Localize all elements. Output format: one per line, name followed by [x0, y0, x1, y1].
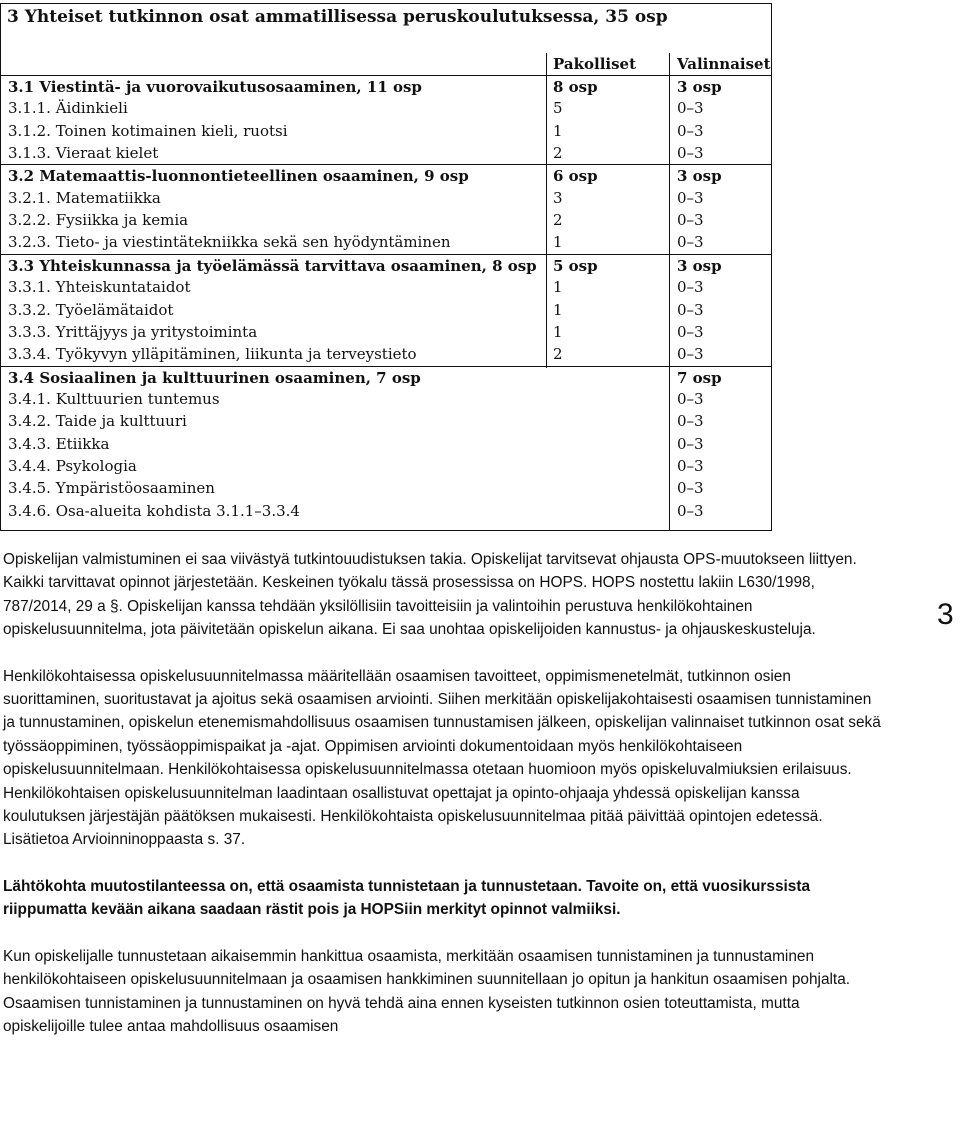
- column-divider: [546, 53, 547, 368]
- row-name: 3.1.2. Toinen kotimainen kieli, ruotsi: [8, 121, 288, 140]
- body-text: [3, 548, 883, 1038]
- paragraph-hops-content: Henkilökohtaisessa opiskelusuunnitelmassa määritellään osaamisen tavoitteet, oppimismenetelmät, tutkinnon osien suorittaminen, suoritustavat ja ajoitus sekä osaamisen arviointi. Siihen merkitään opiskelijakohtaisesti osaamisen tunnistaminen ja tunnustaminen, opiskelun etenemismahdollisuus osaamisen tunnustamisen jälkeen, opiskelijan valinnaiset tutkinnon osat sekä työssäoppiminen, työssäoppimispaikat ja -ajat. Oppimisen arviointi dokumentoidaan myös henkilökohtaiseen opiskelusuunnitelmaan. Henkilökohtaisessa opiskelusuunnitelmassa otetaan huomioon myös opiskeluvalmiuksien erilaisuus. Henkilökohtaisen opiskelusuunnitelman laadintaan osallistuvat opettajat ja opinto-ohjaaja yhdessä opiskelijan kanssa koulutuksen järjestäjän päätöksen mukaisesti. Henkilökohtaista opiskelusuunnitelmaa pitää päivittää opintojen edetessä. Lisätietoa Arvioinninoppaasta s. 37.: [3, 667, 881, 849]
- row-pakolliset: 2: [553, 144, 563, 163]
- row-valinnaiset: 3 osp: [677, 256, 722, 275]
- row-name: 3.3.4. Työkyvyn ylläpitäminen, liikunta ja terveystieto: [8, 345, 417, 364]
- row-name: 3.1 Viestintä- ja vuorovaikutusosaaminen, 11 osp: [8, 78, 422, 96]
- table-section-row: [1, 75, 771, 96]
- column-divider: [669, 53, 670, 531]
- row-valinnaiset: 0–3: [677, 278, 704, 297]
- row-name: 3.3.1. Yhteiskuntataidot: [8, 278, 191, 297]
- table-title: 3 Yhteiset tutkinnon osat ammatillisessa peruskoulutuksessa, 35 osp: [7, 7, 668, 27]
- row-valinnaiset: 0–3: [677, 144, 704, 163]
- row-valinnaiset: 0–3: [677, 412, 704, 431]
- row-valinnaiset: 0–3: [677, 322, 704, 341]
- row-valinnaiset: 0–3: [677, 345, 704, 364]
- row-name: 3.3.2. Työelämätaidot: [8, 300, 174, 319]
- row-pakolliset: 2: [553, 345, 563, 364]
- paragraph-starting-point: Lähtökohta muutostilanteessa on, että osaamista tunnistetaan ja tunnustetaan. Tavoite on, että vuosikurssista riippumatta kevään aikana saadaan rästit pois ja HOPSiin merkityt opinnot valmiiksi.: [3, 877, 811, 919]
- row-pakolliset: 1: [553, 278, 563, 297]
- row-name: 3.2.3. Tieto- ja viestintätekniikka sekä sen hyödyntäminen: [8, 233, 451, 252]
- row-valinnaiset: 0–3: [677, 99, 704, 118]
- row-name: 3.4.2. Taide ja kulttuuri: [8, 412, 187, 431]
- row-valinnaiset: 0–3: [677, 211, 704, 230]
- row-name: 3.1.3. Vieraat kielet: [8, 144, 159, 163]
- row-valinnaiset: 0–3: [677, 501, 704, 520]
- row-pakolliset: 5: [553, 99, 563, 118]
- row-name: 3.4.5. Ympäristöosaaminen: [8, 479, 215, 498]
- row-name: 3.3.3. Yrittäjyys ja yritystoiminta: [8, 322, 258, 341]
- row-name: 3.2.1. Matematiikka: [8, 188, 161, 207]
- row-name: 3.4.4. Psykologia: [8, 456, 137, 475]
- table-section-row: [1, 164, 771, 186]
- row-valinnaiset: 0–3: [677, 456, 704, 475]
- curriculum-table: [0, 3, 772, 531]
- row-name: 3.2.2. Fysiikka ja kemia: [8, 211, 189, 230]
- row-pakolliset: 3: [553, 188, 563, 207]
- table-section-row: [1, 366, 771, 387]
- row-pakolliset: 5 osp: [553, 256, 598, 275]
- row-name: 3.1.1. Äidinkieli: [8, 99, 128, 118]
- row-name: 3.2 Matemaattis-luonnontieteellinen osaaminen, 9 osp: [8, 167, 469, 186]
- row-valinnaiset: 0–3: [677, 233, 704, 252]
- header-valinnaiset: Valinnaiset: [677, 55, 771, 73]
- row-name: 3.4.1. Kulttuurien tuntemus: [8, 389, 220, 408]
- row-name: 3.4.3. Etiikka: [8, 434, 110, 453]
- paragraph-hops-intro: Opiskelijan valmistuminen ei saa viivästyä tutkintouudistuksen takia. Opiskelijat tarvitsevat ohjausta OPS-muutokseen liittyen. Kaikki tarvittavat opinnot järjestetään. Keskeinen työkalu tässä prosessissa on HOPS. HOPS nostettu lakiin L630/1998, 787/2014, 29 a §. Opiskelijan kanssa tehdään yksilöllisiin tavoitteisiin ja valintoihin perustuva henkilökohtainen opiskelusuunnitelma, jota päivitetään opiskelun aikana. Ei saa unohtaa opiskelijoiden kannustus- ja ohjauskeskusteluja.: [3, 551, 857, 639]
- paragraph-recognition: Kun opiskelijalle tunnustetaan aikaisemmin hankittua osaamista, merkitään osaamisen tunnistaminen ja tunnustaminen henkilökohtaiseen opiskelusuunnitelmaan ja osaamisen hankkiminen suunnitellaan jo opitun ja hankitun osaamisen pohjalta. Osaamisen tunnistaminen ja tunnustaminen on hyvä tehdä aina ennen kyseisten tutkinnon osien toteuttamista, mutta opiskelijoille tulee antaa mahdollisuus osaamisen: [3, 947, 851, 1035]
- row-name: 3.4 Sosiaalinen ja kulttuurinen osaaminen, 7 osp: [8, 368, 421, 387]
- row-valinnaiset: 0–3: [677, 188, 704, 207]
- row-valinnaiset: 0–3: [677, 479, 704, 498]
- row-pakolliset: 1: [553, 322, 563, 341]
- table-section-row: [1, 254, 771, 275]
- row-pakolliset: 1: [553, 233, 563, 252]
- row-pakolliset: 6 osp: [553, 167, 598, 186]
- row-valinnaiset: 7 osp: [677, 368, 722, 387]
- row-pakolliset: 1: [553, 300, 563, 319]
- row-name: 3.4.6. Osa-alueita kohdista 3.1.1–3.3.4: [8, 501, 300, 520]
- row-pakolliset: 1: [553, 121, 563, 140]
- row-name: 3.3 Yhteiskunnassa ja työelämässä tarvittava osaaminen, 8 osp: [8, 256, 537, 275]
- row-valinnaiset: 0–3: [677, 121, 704, 140]
- row-valinnaiset: 3 osp: [677, 167, 722, 186]
- header-pakolliset: Pakolliset: [553, 55, 637, 73]
- page-number: 3: [937, 598, 954, 631]
- row-pakolliset: 2: [553, 211, 563, 230]
- row-valinnaiset: 3 osp: [677, 78, 722, 96]
- row-valinnaiset: 0–3: [677, 300, 704, 319]
- row-valinnaiset: 0–3: [677, 434, 704, 453]
- row-valinnaiset: 0–3: [677, 389, 704, 408]
- row-pakolliset: 8 osp: [553, 78, 598, 96]
